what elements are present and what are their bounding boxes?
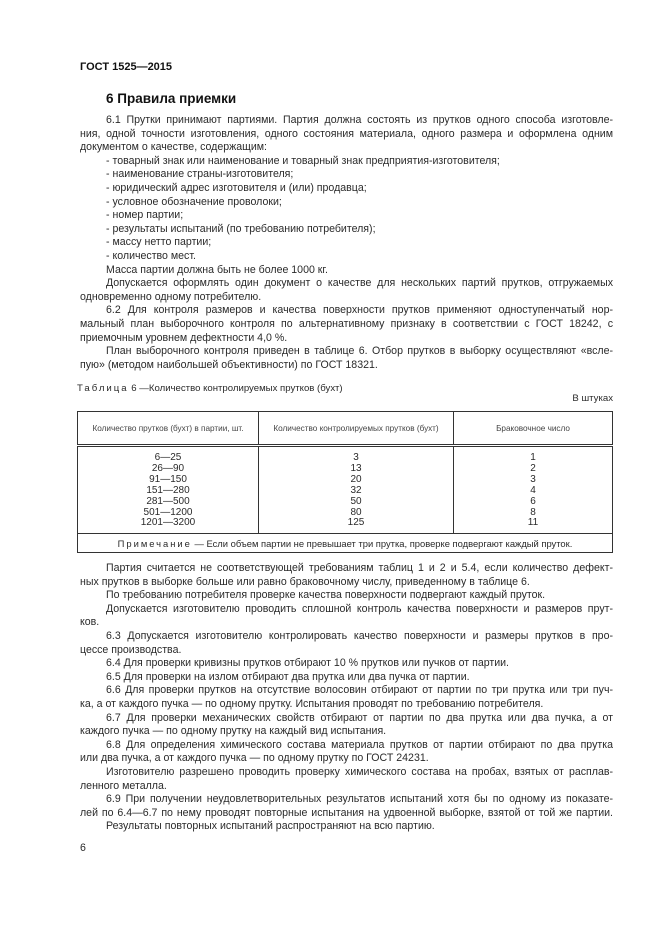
table-cell: 501—1200 xyxy=(143,506,193,518)
page-number: 6 xyxy=(80,842,86,854)
table-cell: 151—280 xyxy=(146,484,190,496)
table-note-row xyxy=(78,534,613,553)
text-line: 6.1 Прутки принимают партиями. Партия должна состоять из прутков одного способа изготовле- xyxy=(106,114,613,126)
table-cell: 20 xyxy=(350,473,362,485)
reject-number-column xyxy=(454,446,613,534)
text-line: 6.3 Допускается изготовителю контролировать качество поверхности и размеры прутков в про- xyxy=(106,629,613,642)
table-units: В штуках xyxy=(572,393,613,404)
text-line: пую» (методом наибольшей объективности) по ГОСТ 18321. xyxy=(80,358,378,371)
table-header-row xyxy=(78,412,613,446)
table-cell: 1 xyxy=(530,452,536,463)
table-caption xyxy=(77,383,343,394)
text-line: ленного металла. xyxy=(80,779,167,792)
text-line: ных прутков в выборке больше или равно браковочному числу, приведенному в таблице 6. xyxy=(80,575,530,588)
document-header: ГОСТ 1525—2015 xyxy=(80,61,173,73)
text-line: - количество мест. xyxy=(106,249,196,262)
text-block-acceptance xyxy=(80,114,613,372)
table-cell: 281—500 xyxy=(146,495,190,507)
text-line: или два пучка, а от каждого пучка — по одному прутку по ГОСТ 24231. xyxy=(80,752,429,765)
table-cell: 50 xyxy=(350,495,362,507)
table-note xyxy=(78,534,613,553)
text-line: - результаты испытаний (по требованию потребителя); xyxy=(106,222,376,235)
lot-size-column xyxy=(78,446,259,534)
text-line: 6.8 Для определения химического состава материала прутков от партии отбирают по два прутка xyxy=(106,738,613,751)
text-line: 6.5 Для проверки на излом отбирают два прутка или два пучка от партии. xyxy=(106,670,470,683)
text-line: каждого пучка — по одному прутку на каждый вид испытания. xyxy=(80,725,387,738)
column-header-reject-number: Браковочное число xyxy=(454,412,613,446)
text-line: 6.2 Для контроля размеров и качества поверхности прутков применяют одноступенчатый нор- xyxy=(106,304,613,317)
table-cell: 3 xyxy=(353,452,359,463)
note-text: — Если объем партии не превышает три прутка, проверке подвергают каждый пруток. xyxy=(191,537,573,549)
column-header-sample-size: Количество контролируемых прутков (бухт) xyxy=(259,412,454,446)
table-caption-text: 6 —Количество контролируемых прутков (бухт) xyxy=(128,383,343,394)
text-line: - номер партии; xyxy=(106,209,184,222)
text-line: 6.7 Для проверки механических свойств отбирают от партии по два прутка или два пучка, а от xyxy=(106,711,613,724)
text-line: 6.4 Для проверки кривизны прутков отбирают 10 % прутков или пучков от партии. xyxy=(106,657,509,670)
text-line: 6.6 Для проверки прутков на отсутствие волосовин отбирают от партии по три прутка или три пуч- xyxy=(106,684,613,697)
text-line: План выборочного контроля приведен в таблице 6. Отбор прутков в выборку осуществляют «всле- xyxy=(106,345,613,358)
table-cell: 8 xyxy=(530,506,536,518)
text-line: Допускается изготовителю проводить сплошной контроль качества поверхности и размеров прут- xyxy=(106,602,613,615)
text-line: Результаты повторных испытаний распространяют на всю партию. xyxy=(106,820,435,833)
table-cell: 6 xyxy=(530,495,536,507)
table-cell: 80 xyxy=(350,506,362,518)
table-cell: 13 xyxy=(350,462,362,474)
text-line: ка, а от каждого пучка — по одному прутку. Испытания проводят по требованию потребителя. xyxy=(80,697,544,710)
text-line: ния, одной точности изготовления, одного состояния материала, одного размера и оформлена одним xyxy=(80,127,613,140)
text-line: - наименование страны-изготовителя; xyxy=(106,168,294,181)
table-cell: 125 xyxy=(347,517,365,529)
table-cell: 11 xyxy=(527,517,539,529)
table-cell: 4 xyxy=(530,484,536,496)
text-line: - юридический адрес изготовителя и (или) продавца; xyxy=(106,181,367,194)
text-line: Партия считается не соответствующей требованиям таблиц 1 и 2 и 5.4, если количество дефект- xyxy=(106,562,613,574)
table-body-row xyxy=(78,446,613,534)
table-cell: 91—150 xyxy=(149,473,187,485)
sample-size-column xyxy=(259,446,454,534)
text-line: - массу нетто партии; xyxy=(106,236,212,249)
text-line: Масса партии должна быть не более 1000 кг. xyxy=(106,263,328,276)
text-line: лей по 6.4—6.7 по нему проводят повторные испытания на удвоенной выборке, взятой от той же партии. xyxy=(80,806,613,819)
column-header-lot-size: Количество прутков (бухт) в партии, шт. xyxy=(78,412,259,446)
text-line: приемочным уровнем дефектности 4,0 %. xyxy=(80,331,288,344)
text-line: мальный план выборочного контроля по альтернативному признаку в соответствии с ГОСТ 18242, с xyxy=(80,317,613,330)
table-cell: 1201—3200 xyxy=(140,517,196,529)
table-cell: 6—25 xyxy=(154,452,182,463)
text-line: По требованию потребителя проверке качества поверхности подвергают каждый пруток. xyxy=(106,589,546,602)
table-cell: 3 xyxy=(530,473,536,485)
text-block-inspection xyxy=(80,562,613,834)
text-line: - условное обозначение проволоки; xyxy=(106,195,282,208)
text-line: - товарный знак или наименование и товарный знак предприятия-изготовителя; xyxy=(106,154,500,167)
note-label: Примечание xyxy=(117,537,192,549)
table-cell: 26—90 xyxy=(151,462,185,474)
sampling-table xyxy=(77,411,613,553)
text-line: Допускается оформлять один документ о качестве для нескольких партий прутков, отгружаемых xyxy=(106,277,613,290)
section-title: 6 Правила приемки xyxy=(106,91,237,106)
text-line: документом о качестве, содержащим: xyxy=(80,141,267,154)
table-caption-label: Таблица xyxy=(77,383,129,394)
text-line: цессе производства. xyxy=(80,643,182,656)
table-cell: 2 xyxy=(530,462,536,474)
text-line: 6.9 При получении неудовлетворительных результатов испытаний хотя бы по одному из показате- xyxy=(106,793,613,806)
text-line: одновременно одному потребителю. xyxy=(80,290,262,303)
table-cell: 32 xyxy=(350,484,362,496)
text-line: ков. xyxy=(80,616,100,629)
text-line: Изготовителю разрешено проводить проверку химического состава на пробах, взятых от расплав- xyxy=(106,765,613,778)
